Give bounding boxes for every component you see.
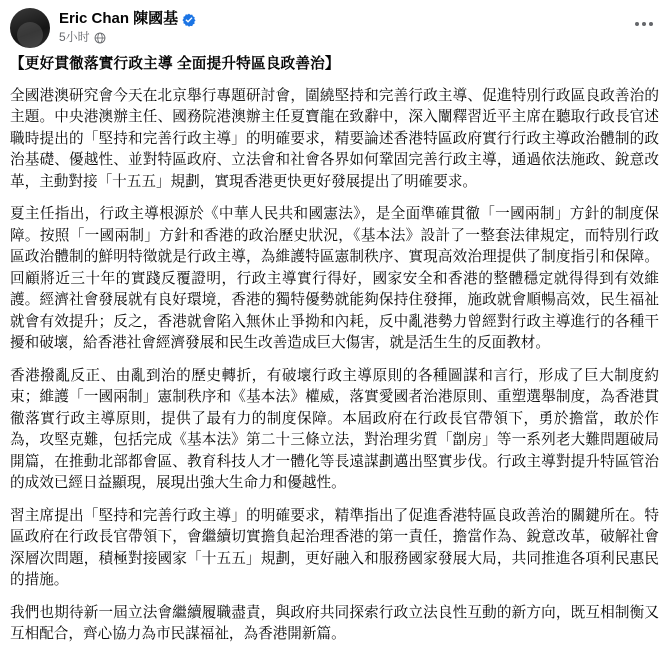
post-paragraph-1: 全國港澳研究會今天在北京舉行專題研討會，圍繞堅持和完善行政主導、促進特別行政區良政善治的主題。中央港澳辦主任、國務院港澳辦主任夏寶龍在致辭中，深入闡釋習近平主席在聽取行政長官述職時提出的「堅持和完善行政主導」的明確要求，精要論述香港特區政府實行行政主導政治體制的政治基礎、優越性、並對特區政府、立法會和社會各界如何鞏固完善行政主導，通過依法施政、銳意改革，主動對接「十五五」規劃，實現香港更快更好發展提出了明確要求。 [10,87,659,190]
verified-badge-icon [182,13,196,27]
author-name-row [59,9,196,28]
post-paragraph-2: 夏主任指出，行政主導根源於《中華人民共和國憲法》，是全面準確貫徹「一國兩制」方針的制度保障。按照「一國兩制」方針和香港的政治歷史狀況，《基本法》設計了一整套法律規定，而特別行政區政治體制的鮮明特徵就是行政主導，為維護特區憲制秩序、實現高效治理提供了制度指引和保障。回顧將近三十年的實踐反覆證明，行政主導實行得好，國家安全和香港的整體穩定就得得到有效維護。經濟社會發展就有良好環境，香港的獨特優勢就能夠保持住發揮，施政就會順暢高效，民生福祉就會有效提升；反之，香港就會陷入無休止爭拗和內耗，反中亂港勢力曾經對行政主導進行的各種干擾和破壞，給香港社會經濟發展和民生改善造成巨大傷害，就是活生生的反面教材。 [10,206,659,351]
post-paragraph-title: 【更好貫徹落實行政主導 全面提升特區良政善治】 [10,56,340,72]
author-name[interactable]: Eric Chan 陳國基 [59,10,179,27]
post-header [0,0,669,52]
profile-avatar[interactable] [10,8,50,48]
post-author-block [59,8,196,44]
more-options-icon[interactable] [631,14,657,34]
post-body [0,52,669,646]
post-paragraph-3: 香港撥亂反正、由亂到治的歷史轉折，有破壞行政主導原則的各種圖謀和言行，形成了巨大制度約束；維護「一國兩制」憲制秩序和《基本法》權威，落實愛國者治港原則、重塑選舉制度，為香港貫徹落實行政主導原則，提供了最有力的制度保障。本屆政府在行政長官帶領下，勇於擔當，敢於作為，攻堅克難，包括完成《基本法》第二十三條立法，對治理劣質「劏房」等一系列老大難問題破局開篇，在推動北部都會區、教育科技人才一體化等長遠謀劃邁出堅實步伐。行政主導對提升特區管治的成效已經日益顯現，展現出強大生命力和優越性。 [10,367,659,491]
post-paragraph-5: 我們也期待新一屆立法會繼續履職盡責，與政府共同探索行政立法良性互動的新方向，既互相制衡又互相配合，齊心協力為市民謀福祉，為香港開新篇。 [10,604,659,642]
globe-public-icon [94,31,106,43]
post-timestamp[interactable]: 5小时 [59,30,90,44]
post-meta-row [59,30,196,44]
post-paragraph-4: 習主席提出「堅持和完善行政主導」的明確要求，精準指出了促進香港特區良政善治的關鍵所在。特區政府在行政長官帶領下，會繼續切實擔負起治理香港的第一責任，擔當作為、銳意改革，破解社會深層次問題，積極對接國家「十五五」規劃，更好融入和服務國家發展大局，共同推進各項利民惠民的措施。 [10,507,659,588]
